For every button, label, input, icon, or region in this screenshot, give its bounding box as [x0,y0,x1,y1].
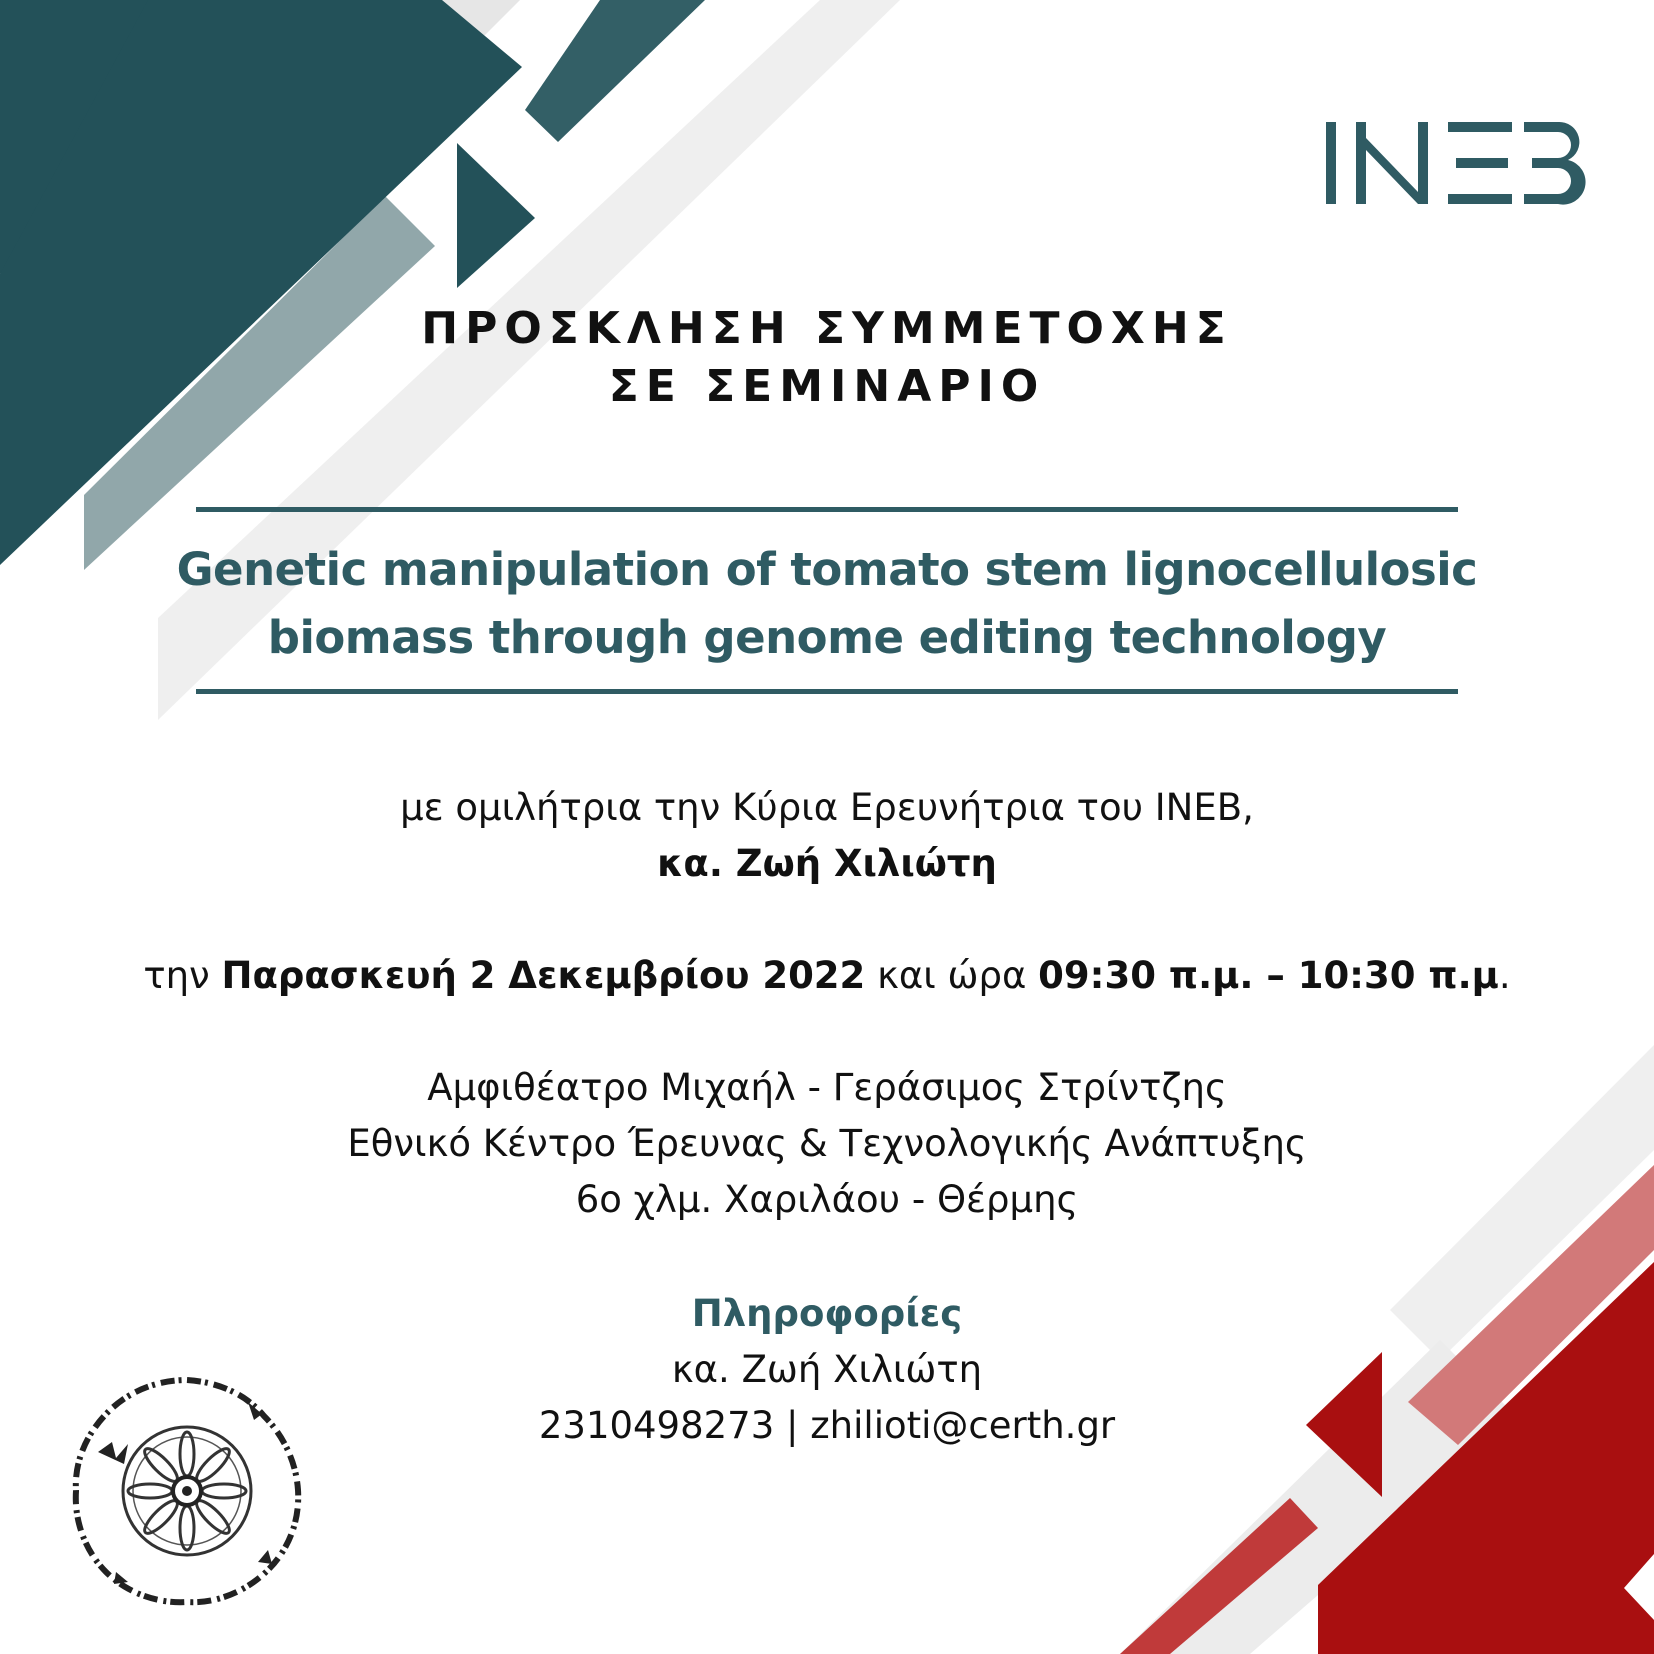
invitation-heading [0,300,1654,416]
venue-block [0,1060,1654,1228]
topic-line-2: biomass through genome editing technology [267,611,1387,664]
schedule-line [0,948,1654,1004]
info-heading: Πληροφορίες [691,1292,963,1335]
speaker-name: κα. Ζωή Χιλιώτη [657,842,997,885]
topic-line-1: Genetic manipulation of tomato stem lignocellulosic [176,543,1478,596]
heading-line-2: ΣΕ ΣΕΜΙΝΑΡΙΟ [608,361,1046,412]
bg-teal-slanted-stripe [525,0,705,142]
seminar-topic [60,536,1594,672]
schedule-suffix: . [1498,954,1511,997]
venue-line-3: 6ο χλμ. Χαριλάου - Θέρμης [575,1178,1079,1221]
schedule-date: Παρασκευή 2 Δεκεμβρίου 2022 [221,954,866,997]
contact-phone[interactable]: 2310498273 [538,1404,775,1447]
speaker-intro: με ομιλήτρια την Κύρια Ερευνήτρια του ΙΝΕΒ, [400,786,1254,829]
schedule-prefix: την [143,954,222,997]
heading-line-1: ΠΡΟΣΚΛΗΣΗ ΣΥΜΜΕΤΟΧΗΣ [421,303,1233,354]
contact-email[interactable]: zhilioti@certh.gr [810,1404,1116,1447]
schedule-middle: και ώρα [865,954,1039,997]
seal-emblem-icon [68,1372,306,1610]
divider-bottom [196,689,1458,694]
bg-teal-triangle [457,143,535,288]
ineb-logo [1320,118,1590,208]
info-contact-name: κα. Ζωή Χιλιώτη [671,1348,983,1391]
divider-top [196,507,1458,512]
contact-separator: | [774,1404,811,1447]
schedule-time: 09:30 π.μ. – 10:30 π.μ [1038,954,1499,997]
venue-line-2: Εθνικό Κέντρο Έρευνας & Τεχνολογικής Ανάπτυξης [347,1122,1307,1165]
venue-line-1: Αμφιθέατρο Μιχαήλ - Γεράσιμος Στρίντζης [427,1066,1227,1109]
